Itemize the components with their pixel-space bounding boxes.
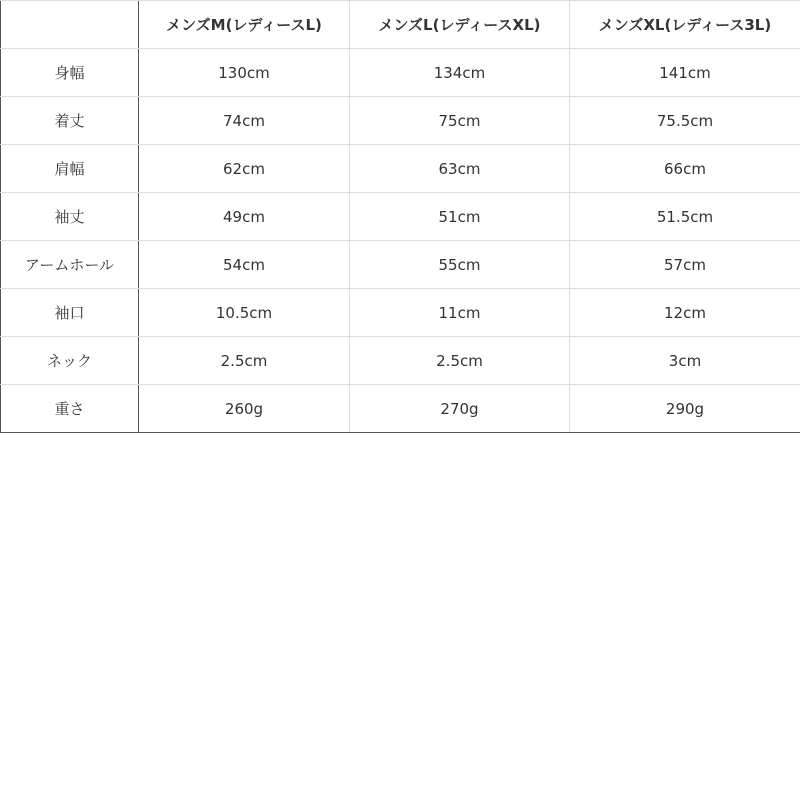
cell-value: 11cm bbox=[350, 289, 570, 337]
table-row bbox=[1, 145, 800, 193]
header-row bbox=[1, 1, 800, 49]
cell-value: 55cm bbox=[350, 241, 570, 289]
cell-value: 51cm bbox=[350, 193, 570, 241]
table-row bbox=[1, 193, 800, 241]
cell-value: 63cm bbox=[350, 145, 570, 193]
cell-value: 75.5cm bbox=[570, 97, 800, 145]
header-size-m: メンズM(レディースL) bbox=[139, 1, 350, 49]
cell-value: 75cm bbox=[350, 97, 570, 145]
cell-value: 54cm bbox=[139, 241, 350, 289]
table-row bbox=[1, 385, 800, 433]
cell-value: 270g bbox=[350, 385, 570, 433]
cell-value: 141cm bbox=[570, 49, 800, 97]
cell-value: 130cm bbox=[139, 49, 350, 97]
header-size-l: メンズL(レディースXL) bbox=[350, 1, 570, 49]
table-row bbox=[1, 97, 800, 145]
row-label: 身幅 bbox=[1, 49, 139, 97]
row-label: ネック bbox=[1, 337, 139, 385]
cell-value: 12cm bbox=[570, 289, 800, 337]
cell-value: 74cm bbox=[139, 97, 350, 145]
cell-value: 2.5cm bbox=[139, 337, 350, 385]
cell-value: 10.5cm bbox=[139, 289, 350, 337]
cell-value: 66cm bbox=[570, 145, 800, 193]
row-label: 重さ bbox=[1, 385, 139, 433]
cell-value: 51.5cm bbox=[570, 193, 800, 241]
table-row bbox=[1, 289, 800, 337]
cell-value: 2.5cm bbox=[350, 337, 570, 385]
cell-value: 62cm bbox=[139, 145, 350, 193]
cell-value: 57cm bbox=[570, 241, 800, 289]
row-label: 袖丈 bbox=[1, 193, 139, 241]
cell-value: 134cm bbox=[350, 49, 570, 97]
corner-header-cell bbox=[1, 1, 139, 49]
cell-value: 260g bbox=[139, 385, 350, 433]
table-row bbox=[1, 337, 800, 385]
row-label: アームホール bbox=[1, 241, 139, 289]
table-row bbox=[1, 241, 800, 289]
cell-value: 49cm bbox=[139, 193, 350, 241]
cell-value: 3cm bbox=[570, 337, 800, 385]
table-row bbox=[1, 49, 800, 97]
header-size-xl: メンズXL(レディース3L) bbox=[570, 1, 800, 49]
row-label: 肩幅 bbox=[1, 145, 139, 193]
row-label: 袖口 bbox=[1, 289, 139, 337]
cell-value: 290g bbox=[570, 385, 800, 433]
row-label: 着丈 bbox=[1, 97, 139, 145]
